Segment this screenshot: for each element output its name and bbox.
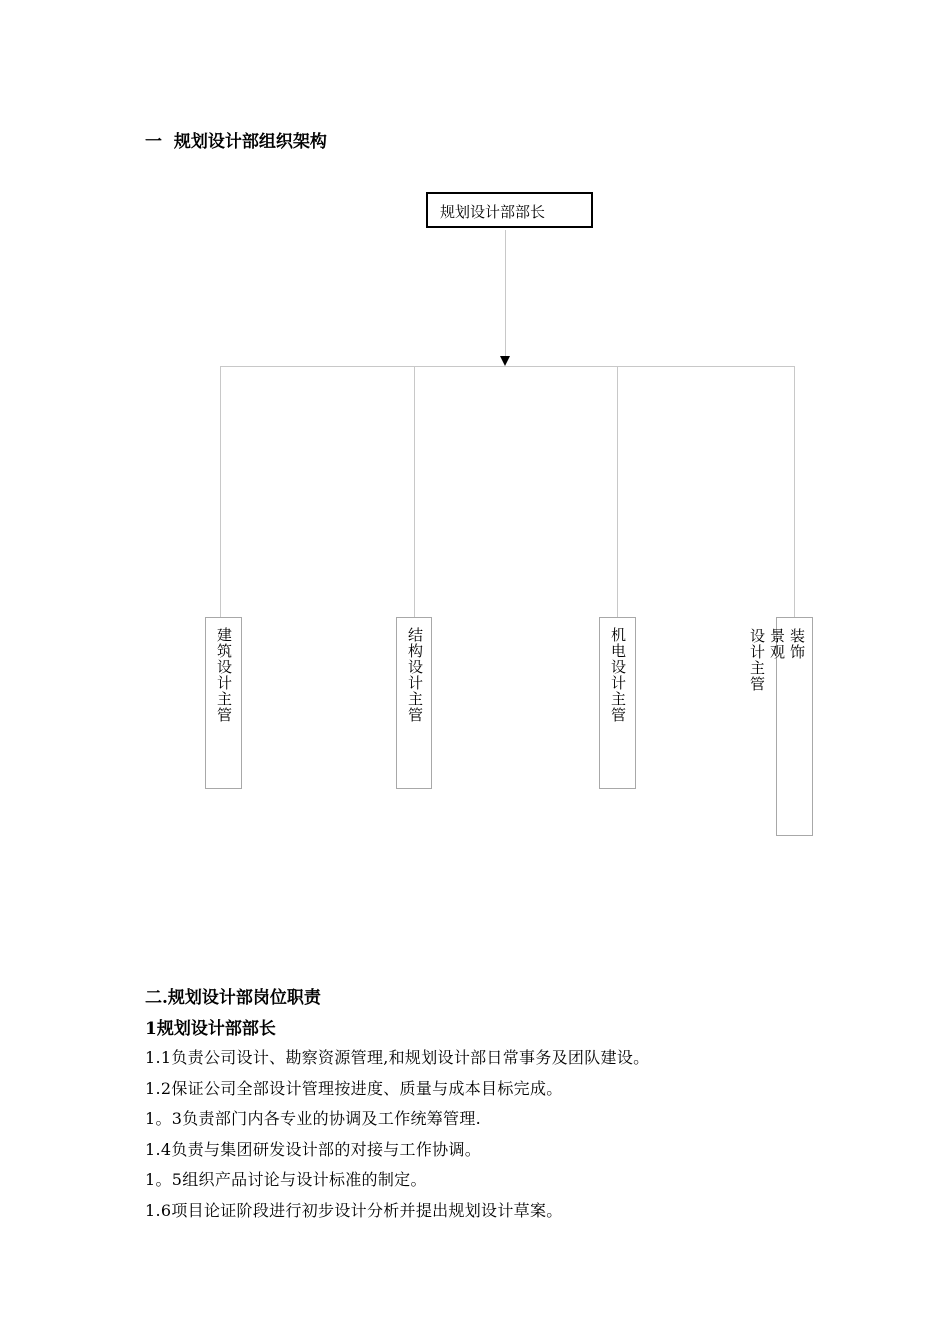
org-root-label: 规划设计部部长 [440, 203, 546, 221]
branch-line-4 [794, 366, 795, 618]
duty-item: 1.6项目论证阶段进行初步设计分析并提出规划设计草案。 [145, 1201, 563, 1220]
branch-line-3 [617, 366, 618, 618]
duty-item: 1.4负责与集团研发设计部的对接与工作协调。 [145, 1140, 482, 1159]
org-box-mep [599, 617, 636, 789]
branch-line-1 [220, 366, 221, 618]
org-box-label-col3: 设计主管 [748, 628, 766, 692]
section2-title: 二.规划设计部岗位职责 [145, 988, 321, 1008]
org-box-label: 机电设计主管 [609, 627, 627, 723]
org-box-label-col2: 景观 [768, 628, 786, 660]
subsection-title: 1规划设计部部长 [145, 1019, 276, 1039]
duty-item: 1。5组织产品讨论与设计标准的制定。 [145, 1170, 427, 1189]
org-box-label-col1: 装饰 [788, 628, 806, 660]
org-box-label: 建筑设计主管 [215, 627, 233, 723]
duty-item: 1.1负责公司设计、勘察资源管理,和规划设计部日常事务及团队建设。 [145, 1048, 650, 1067]
section1-title: 一 规划设计部组织架构 [145, 132, 327, 152]
branch-line-2 [414, 366, 415, 618]
org-box-architecture [205, 617, 242, 789]
org-box-label: 结构设计主管 [406, 627, 424, 723]
horizontal-connector-line [220, 366, 795, 367]
down-arrow-icon [500, 356, 510, 366]
duty-item: 1。3负责部门内各专业的协调及工作统筹管理. [145, 1109, 482, 1128]
org-box-structure [396, 617, 432, 789]
duty-item: 1.2保证公司全部设计管理按进度、质量与成本目标完成。 [145, 1079, 563, 1098]
org-root-box [426, 192, 593, 228]
root-connector-line [505, 230, 506, 357]
